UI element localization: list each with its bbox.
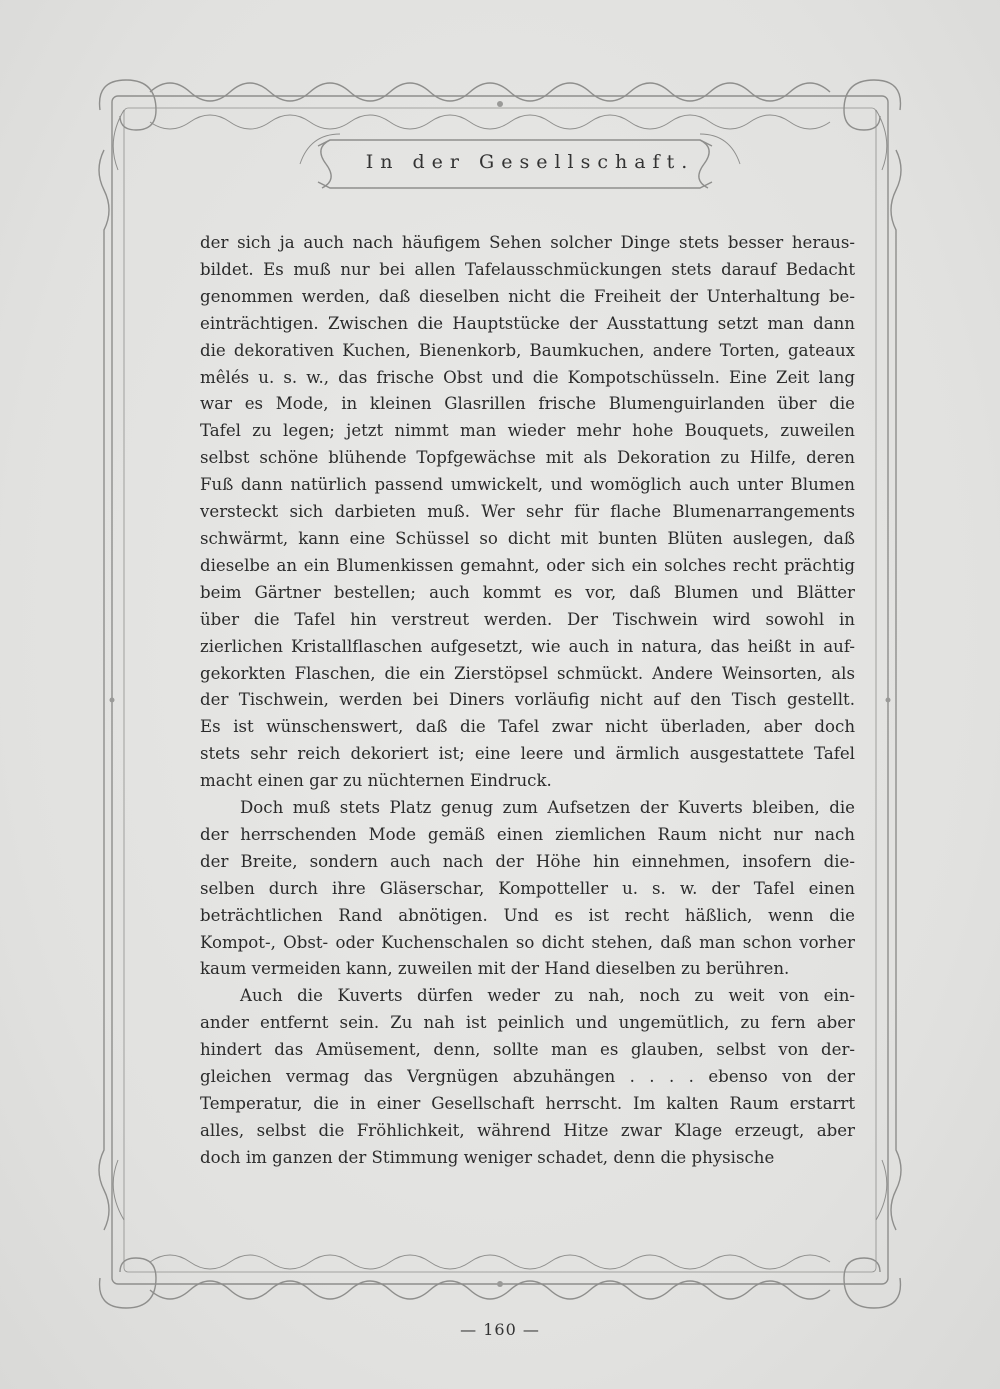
text-line: genommen werden, daß dieselben nicht die Freiheit der Unterhaltung be- bbox=[200, 286, 855, 306]
text-line: Auch die Kuverts dürfen weder zu nah, noch zu weit von ein- bbox=[240, 986, 855, 1006]
text-line: stets sehr reich dekoriert ist; eine leere und ärmlich ausgestattete Tafel bbox=[200, 744, 855, 764]
text-line: Doch muß stets Platz genug zum Aufsetzen der Kuverts bleiben, die bbox=[240, 798, 855, 818]
text-line: der Breite, sondern auch nach der Höhe hin einnehmen, insofern die- bbox=[200, 851, 855, 871]
text-line: Es ist wünschenswert, daß die Tafel zwar nicht überladen, aber doch bbox=[200, 717, 855, 737]
text-line: beim Gärtner bestellen; auch kommt es vor, daß Blumen und Blätter bbox=[200, 582, 855, 602]
text-line: zierlichen Kristallflaschen aufgesetzt, wie auch in natura, das heißt in auf- bbox=[200, 636, 855, 656]
paragraph-3 bbox=[200, 983, 855, 1171]
text-line: beträchtlichen Rand abnötigen. Und es ist recht häßlich, wenn die bbox=[200, 905, 855, 925]
paragraph-1 bbox=[200, 230, 855, 795]
text-line: gleichen vermag das Vergnügen abzuhängen . . . . ebenso von der bbox=[200, 1067, 855, 1087]
text-line: die dekorativen Kuchen, Bienenkorb, Baumkuchen, andere Torten, gateaux bbox=[200, 340, 855, 360]
text-line: doch im ganzen der Stimmung weniger schadet, denn die physische bbox=[200, 1147, 775, 1167]
text-line: der Tischwein, werden bei Diners vorläufig nicht auf den Tisch gestellt. bbox=[200, 690, 855, 710]
text-line: bildet. Es muß nur bei allen Tafelausschmückungen stets darauf Bedacht bbox=[200, 259, 855, 279]
text-line: über die Tafel hin verstreut werden. Der Tischwein wird sowohl in bbox=[200, 609, 855, 629]
text-line: war es Mode, in kleinen Glasrillen frische Blumenguirlanden über die bbox=[200, 394, 855, 414]
text-line: alles, selbst die Fröhlichkeit, während Hitze zwar Klage erzeugt, aber bbox=[200, 1120, 855, 1140]
text-line: kaum vermeiden kann, zuweilen mit der Hand dieselben zu berühren. bbox=[200, 959, 790, 979]
text-line: einträchtigen. Zwischen die Hauptstücke der Ausstattung setzt man dann bbox=[200, 313, 855, 333]
text-line: gekorkten Flaschen, die ein Zierstöpsel schmückt. Andere Weinsorten, als bbox=[200, 663, 855, 683]
text-line: hindert das Amüsement, denn, sollte man es glauben, selbst von der- bbox=[200, 1040, 855, 1060]
text-line: dieselbe an ein Blumenkissen gemahnt, oder sich ein solches recht prächtig bbox=[200, 555, 855, 575]
text-line: macht einen gar zu nüchternen Eindruck. bbox=[200, 771, 552, 791]
text-line: der sich ja auch nach häufigem Sehen solcher Dinge stets besser heraus- bbox=[200, 233, 855, 252]
text-line: mêlés u. s. w., das frische Obst und die Kompotschüsseln. Eine Zeit lang bbox=[200, 367, 855, 387]
text-line: Tafel zu legen; jetzt nimmt man wieder mehr hohe Bouquets, zuweilen bbox=[200, 421, 855, 441]
text-line: der herrschenden Mode gemäß einen ziemlichen Raum nicht nur nach bbox=[200, 824, 855, 844]
text-line: ander entfernt sein. Zu nah ist peinlich und ungemütlich, zu fern aber bbox=[200, 1013, 855, 1033]
paragraph-2 bbox=[200, 795, 855, 983]
text-line: Fuß dann natürlich passend umwickelt, und womöglich auch unter Blumen bbox=[200, 475, 855, 495]
text-line: selben durch ihre Gläserschar, Kompotteller u. s. w. der Tafel einen bbox=[200, 878, 855, 898]
running-header: In der Gesellschaft. bbox=[365, 151, 695, 173]
text-line: Kompot-, Obst- oder Kuchenschalen so dicht stehen, daß man schon vorher bbox=[200, 932, 855, 952]
page-number: — 160 — bbox=[460, 1320, 540, 1339]
text-line: schwärmt, kann eine Schüssel so dicht mit bunten Blüten auslegen, daß bbox=[200, 528, 855, 548]
text-line: selbst schöne blühende Topfgewächse mit als Dekoration zu Hilfe, deren bbox=[200, 448, 855, 468]
text-line: Temperatur, die in einer Gesellschaft herrscht. Im kalten Raum erstarrt bbox=[200, 1094, 855, 1113]
body-text bbox=[200, 230, 855, 1172]
text-line: versteckt sich darbieten muß. Wer sehr für flache Blumenarrangements bbox=[200, 502, 855, 522]
